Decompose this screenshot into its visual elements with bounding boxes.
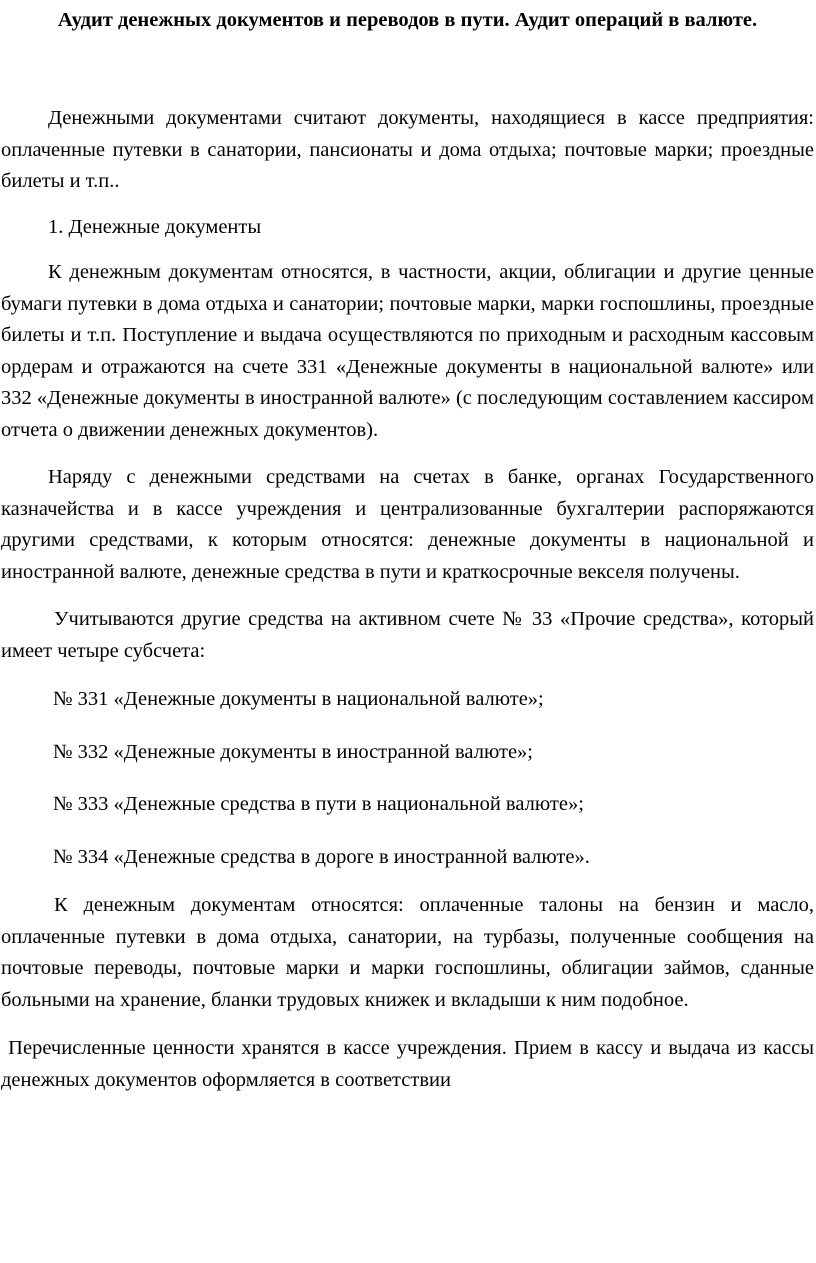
subaccount-item: № 334 «Денежные средства в дороге в иностранной валюте». — [53, 845, 590, 868]
subaccount-item: № 331 «Денежные документы в национальной валюте»; — [53, 688, 544, 710]
document-title: Аудит денежных документов и переводов в пути. Аудит операций в валюте. — [57, 9, 758, 31]
title-spacer — [1, 36, 814, 94]
paragraph-monetary-docs-list: К денежным документам относятся: оплаченные талоны на бензин и масло, оплаченные путевки в дома отдыха, санатории, на турбазы, полученные сообщения на почтовые переводы, почтовые марки и марки госпошлины, облигации займов, сданные больными на хранение, бланки трудовых книжек и вкладыши к ним подобное. — [1, 894, 814, 1011]
paragraph-monetary-docs: К денежным документам относятся, в частности, акции, облигации и другие ценные бумаги путевки в дома отдыха и санатории; почтовые марки, марки госпошлины, проездные билеты и т.п. Поступление и выдача осуществляются по приходным и расходным кассовым ордерам и отражаются на счете 331 «Денежные документы в национальной валюте» или 332 «Денежные документы в иностранной валюте» (с последующим составлением кассиром отчета о движении денежных документов). — [1, 261, 814, 441]
paragraph-account-33: Учитываются другие средства на активном счете № 33 «Прочие средства», который имеет четыре субсчета: — [1, 608, 814, 662]
subaccount-item: № 332 «Денежные документы в иностранной валюте»; — [53, 740, 533, 763]
paragraph-other-funds: Наряду с денежными средствами на счетах в банке, органах Государственного казначейства и в кассе учреждения и централизованные бухгалтерии распоряжаются другими средствами, к которым относятся: денежные документы в национальной и иностранной валюте, денежные средства в пути и краткосрочные векселя получены. — [1, 466, 814, 583]
paragraph-storage: Перечисленные ценности хранятся в кассе учреждения. Прием в кассу и выдача из кассы денежных документов оформляется в соответствии — [1, 1037, 815, 1091]
section-heading: 1. Денежные документы — [48, 215, 262, 238]
paragraph-intro: Денежными документами считают документы, находящиеся в кассе предприятия: оплаченные путевки в санатории, пансионаты и дома отдыха; почтовые марки; проездные билеты и т.п.. — [1, 107, 814, 192]
subaccount-item: № 333 «Денежные средства в пути в национальной валюте»; — [53, 793, 584, 815]
